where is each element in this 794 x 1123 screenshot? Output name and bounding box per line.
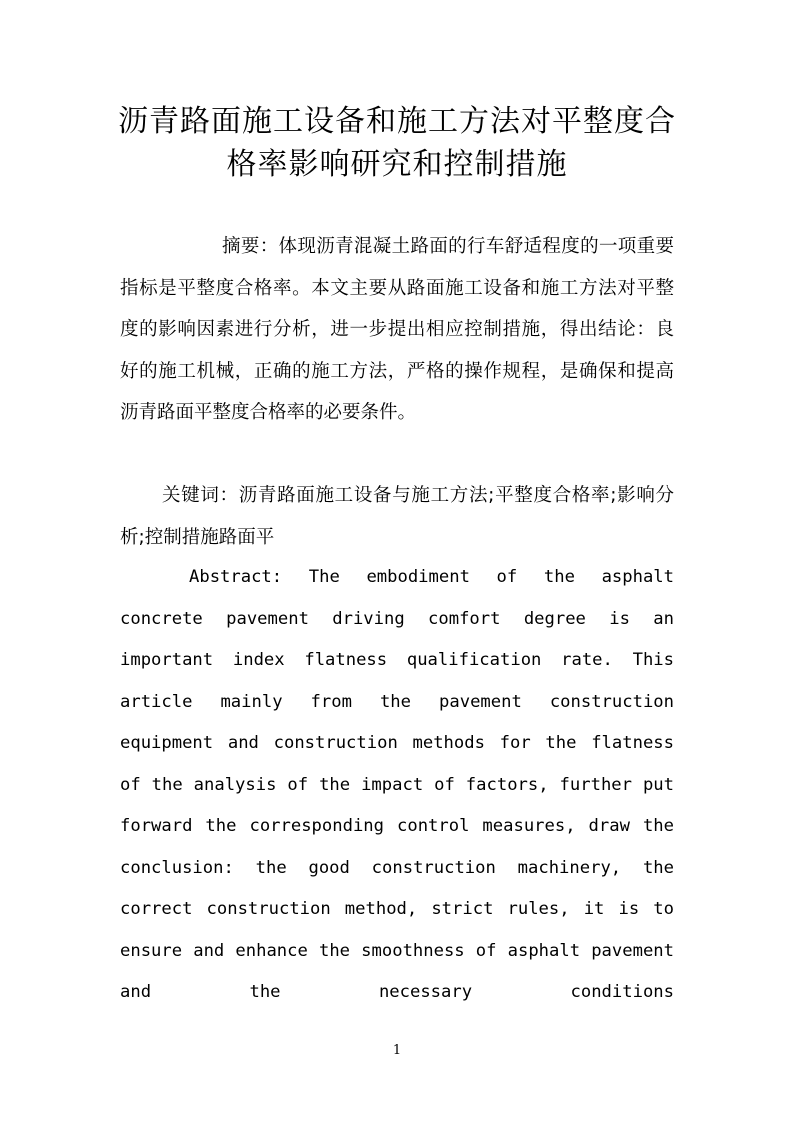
title-line-1: 沥青路面施工设备和施工方法对平整度合	[118, 104, 676, 139]
title-line-2: 格率影响研究和控制措施	[226, 147, 568, 182]
chinese-abstract: 摘要：体现沥青混凝土路面的行车舒适程度的一项重要指标是平整度合格率。本文主要从路面施工设备和施工方法对平整度的影响因素进行分析，进一步提出相应控制措施，得出结论：良好的施工机械，正确的施工方法，严格的操作规程，是确保和提高沥青路面平整度合格率的必要条件。	[120, 236, 674, 423]
english-abstract: Abstract: The embodiment of the asphalt concrete pavement driving comfort degree is an important index flatness qualification rate. This article mainly from the pavement construction equipment and construction methods for the flatness of the analysis of the impact of factors, further put forward the corresponding control measures, draw the conclusion: the good construction machinery, the correct construction method, strict rules, it is to ensure and enhance the smoothness of asphalt pavement and the necessary conditions	[120, 567, 674, 1002]
document-title	[100, 100, 694, 186]
page-number: 1	[392, 1043, 402, 1058]
chinese-keywords: 关键词：沥青路面施工设备与施工方法;平整度合格率;影响分析;控制措施路面平	[120, 485, 674, 548]
